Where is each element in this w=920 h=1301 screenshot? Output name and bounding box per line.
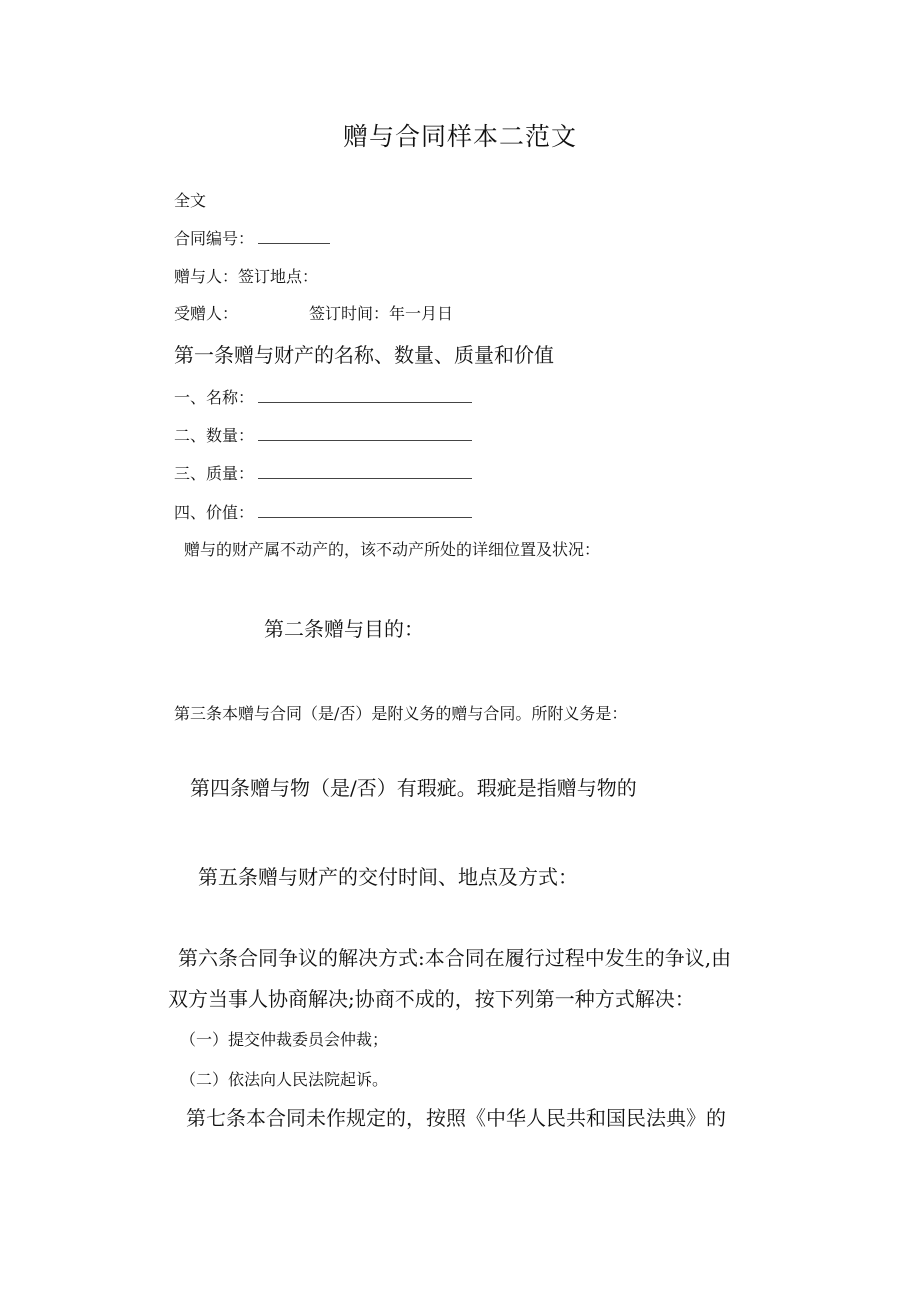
document-title: 赠与合同样本二范文 [342,122,577,151]
item-value-line [174,505,472,521]
item-name-line [174,390,472,406]
item-quality-label: 三、质量： [174,464,255,483]
contract-number-line [174,231,330,247]
contract-number-label: 合同编号： [174,229,255,248]
item-quantity-line [174,428,472,444]
item-quality-blank [258,477,472,479]
item-name-label: 一、名称： [174,388,255,407]
item-value-label: 四、价值： [174,503,255,522]
article-1-heading: 第一条赠与财产的名称、数量、质量和价值 [174,343,554,367]
article-7-line: 第七条本合同未作规定的，按照《中华人民共和国民法典》的 [186,1106,726,1130]
sign-time-label: 签订时间：年一月日 [309,304,454,323]
article-2-heading: 第二条赠与目的： [264,617,424,641]
item-quality-line [174,466,472,482]
real-estate-line: 赠与的财产属不动产的，该不动产所处的详细位置及状况： [184,540,601,559]
option-court: （二）依法向人民法院起诉。 [180,1070,389,1089]
article-4-heading: 第四条赠与物（是/否）有瑕疵。瑕疵是指赠与物的 [190,776,637,800]
option-arbitration: （一）提交仲裁委员会仲裁； [180,1030,389,1049]
article-3-line: 第三条本赠与合同（是/否）是附义务的赠与合同。所附义务是： [174,704,628,723]
item-quantity-label: 二、数量： [174,426,255,445]
item-quantity-blank [258,439,472,441]
article-5-heading: 第五条赠与财产的交付时间、地点及方式： [198,865,578,889]
item-name-blank [258,401,472,403]
article-6-line-1: 第六条合同争议的解决方式:本合同在履行过程中发生的争议,由 [178,946,732,970]
donor-line: 赠与人：签订地点： [174,267,319,286]
article-6-line-2: 双方当事人协商解决;协商不成的，按下列第一种方式解决： [168,987,695,1011]
contract-number-blank [258,242,330,244]
item-value-blank [258,516,472,518]
full-text-label: 全文 [174,191,207,210]
donee-label: 受赠人： [174,304,239,323]
